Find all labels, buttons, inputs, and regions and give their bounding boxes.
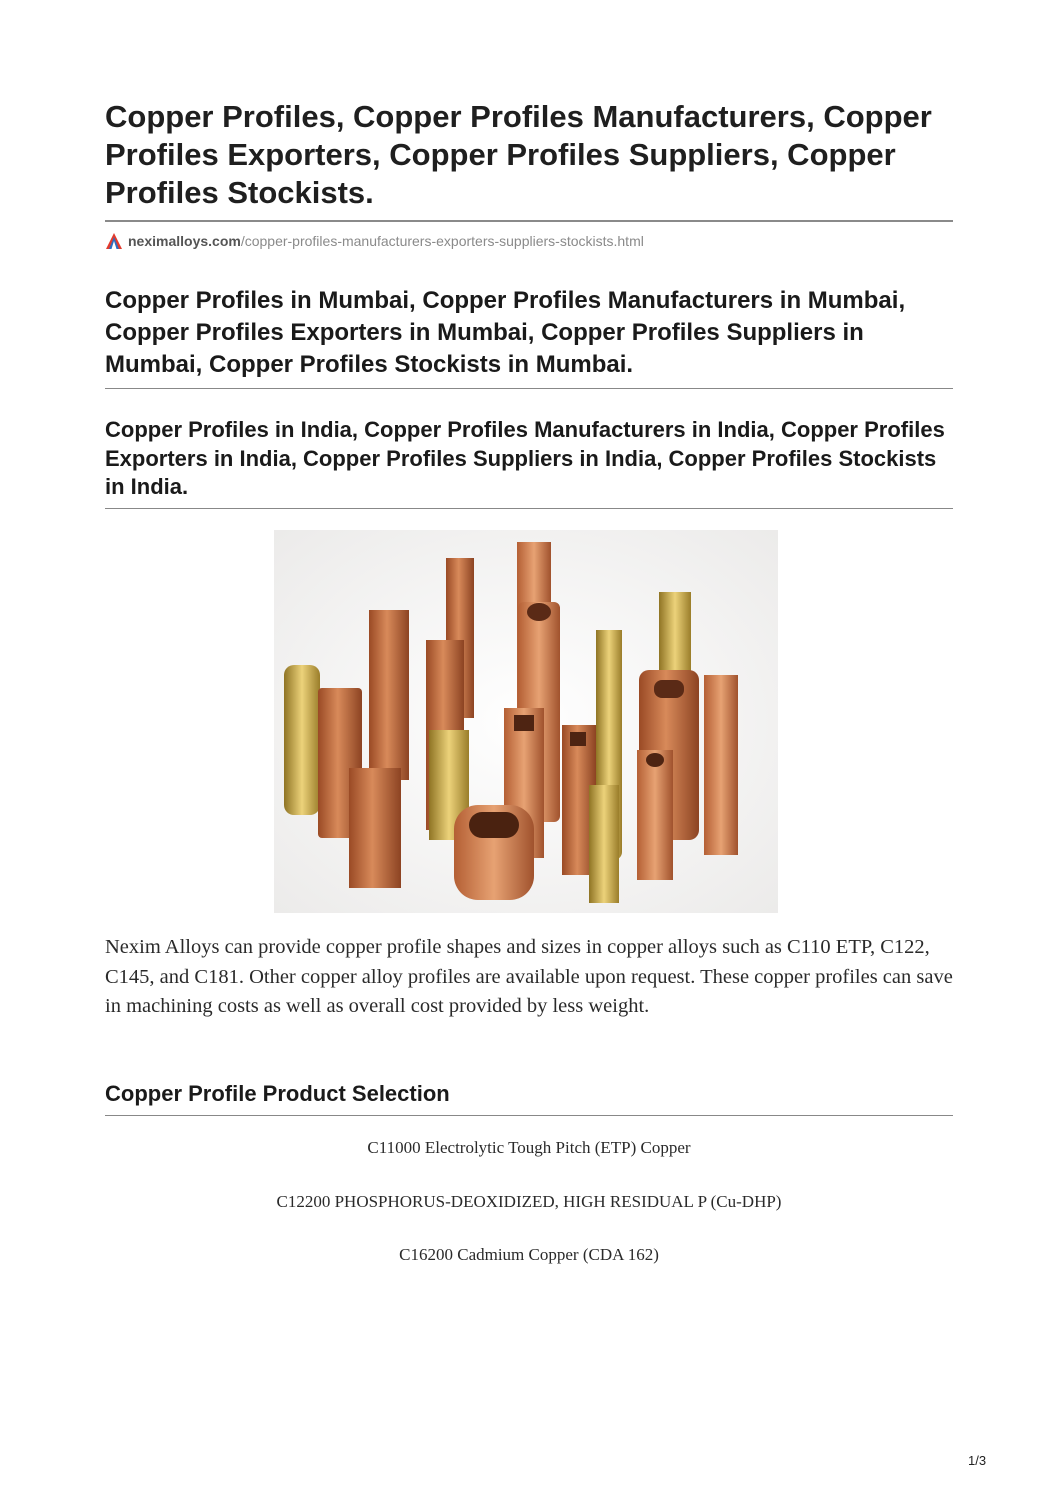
section-title: Copper Profile Product Selection <box>105 1081 450 1106</box>
copper-profiles-photo <box>274 530 778 913</box>
alloy-item: C16200 Cadmium Copper (CDA 162) <box>399 1245 659 1264</box>
heading-india: Copper Profiles in India, Copper Profiles Manufacturers in India, Copper Profiles Exporters in India, Copper Profiles Suppliers in India, Copper Profiles Stockists in India. <box>105 417 945 499</box>
source-link[interactable] <box>105 232 644 250</box>
site-logo-icon <box>105 232 123 250</box>
section-divider <box>105 1115 953 1116</box>
heading-mumbai: Copper Profiles in Mumbai, Copper Profiles Manufacturers in Mumbai, Copper Profiles Exporters in Mumbai, Copper Profiles Suppliers in Mumbai, Copper Profiles Stockists in Mumbai. <box>105 287 906 378</box>
page-indicator: 1/3 <box>968 1453 987 1468</box>
alloy-item: C12200 PHOSPHORUS-DEOXIDIZED, HIGH RESIDUAL P (Cu-DHP) <box>276 1192 782 1211</box>
intro-paragraph: Nexim Alloys can provide copper profile shapes and sizes in copper alloys such as C110 ETP, C122, C145, and C181. Other copper alloy profiles are available upon request. These copper profiles can save in machining costs as well as overall cost provided by less weight. <box>105 936 953 1017</box>
title-divider <box>105 220 953 222</box>
copper-profiles-illustration <box>274 530 778 913</box>
divider-india <box>105 508 953 509</box>
alloy-item: C11000 Electrolytic Tough Pitch (ETP) Copper <box>367 1138 691 1157</box>
source-domain: neximalloys.com <box>128 233 241 249</box>
source-path: /copper-profiles-manufacturers-exporters-suppliers-stockists.html <box>240 233 644 249</box>
page-title: Copper Profiles, Copper Profiles Manufacturers, Copper Profiles Exporters, Copper Profiles Suppliers, Copper Profiles Stockists. <box>105 99 932 210</box>
divider-mumbai <box>105 388 953 389</box>
